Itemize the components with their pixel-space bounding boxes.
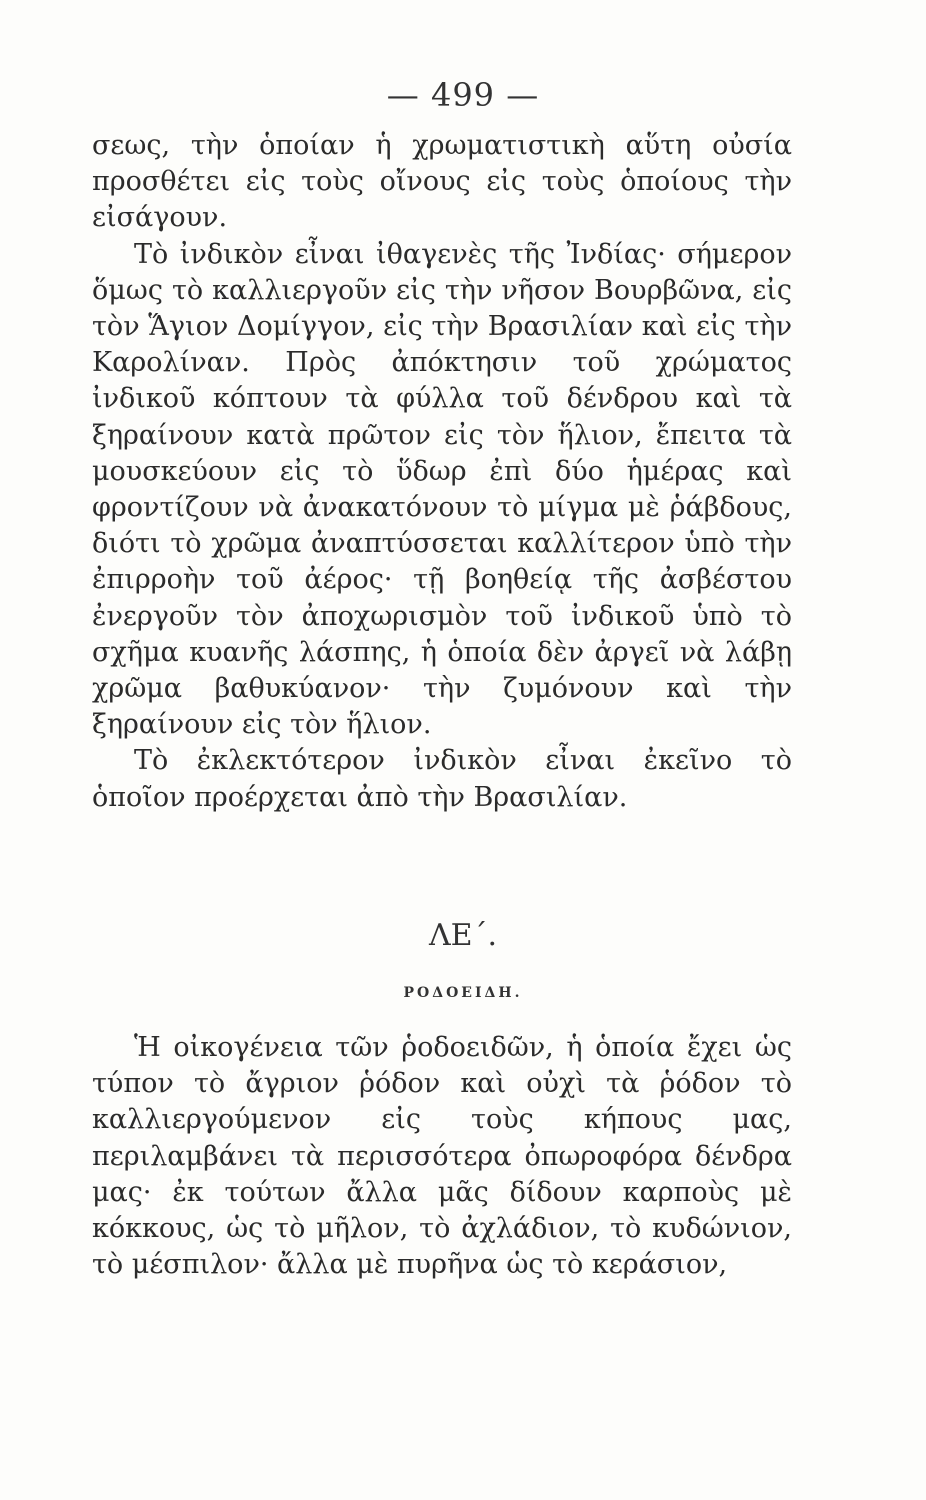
body-text-bottom xyxy=(92,1030,792,1283)
paragraph-rosaceae: Ἡ οἰκογένεια τῶν ῥοδοειδῶν, ἡ ὁποία ἔχει ὡς τύπον τὸ ἄγριον ῥόδον καὶ οὐχὶ τὰ ῥόδον τὸ καλλιεργούμενον εἰς τοὺς κήπους μας, περιλαμβάνει τὰ περισσότερα ὀπωροφόρα δένδρα μας· ἐκ τούτων ἄλλα μᾶς δίδουν καρποὺς μὲ κόκκους, ὡς τὸ μῆλον, τὸ ἀχλάδιον, τὸ κυδώνιον, τὸ μέσπιλον· ἄλλα μὲ πυρῆνα ὡς τὸ κεράσιον, xyxy=(92,1032,792,1281)
paragraph-continuation: σεως, τὴν ὁποίαν ἡ χρωματιστικὴ αὕτη οὐσία προσθέτει εἰς τοὺς οἴνους εἰς τοὺς ὁποίους τὴν εἰσάγουν. xyxy=(92,130,792,234)
paragraph-brazil: Τὸ ἐκλεκτότερον ἰνδικὸν εἶναι ἐκεῖνο τὸ ὁποῖον προέρχεται ἀπὸ τὴν Βρασιλίαν. xyxy=(92,745,792,813)
page-number: — 499 — xyxy=(386,76,540,114)
section-title: ΡΟΔΟΕΙΔΗ. xyxy=(403,985,523,1001)
body-text-top xyxy=(92,128,792,816)
paragraph-indigo: Τὸ ἰνδικὸν εἶναι ἰθαγενὲς τῆς Ἰνδίας· σήμερον ὅμως τὸ καλλιεργοῦν εἰς τὴν νῆσον Βουρβῶνα, εἰς τὸν Ἅγιον Δομίγγον, εἰς τὴν Βρασιλίαν καὶ εἰς τὴν Καρολίναν. Πρὸς ἀπόκτησιν τοῦ χρώματος ἰνδικοῦ κόπτουν τὰ φύλλα τοῦ δένδρου καὶ τὰ ξηραίνουν κατὰ πρῶτον εἰς τὸν ἥλιον, ἔπειτα τὰ μουσκεύουν εἰς τὸ ὕδωρ ἐπὶ δύο ἡμέρας καὶ φροντίζουν νὰ ἀνακατόνουν τὸ μίγμα μὲ ῥάβδους, διότι τὸ χρῶμα ἀναπτύσσεται καλλίτερον ὑπὸ τὴν ἐπιρροὴν τοῦ ἀέρος· τῇ βοηθείᾳ τῆς ἀσβέστου ἐνεργοῦν τὸν ἀποχωρισμὸν τοῦ ἰνδικοῦ ὑπὸ τὸ σχῆμα κυανῆς λάσπης, ἡ ὁποία δὲν ἀργεῖ νὰ λάβῃ χρῶμα βαθυκύανον· τὴν ζυμόνουν καὶ τὴν ξηραίνουν εἰς τὸν ἥλιον. xyxy=(92,238,792,741)
section-number: ΛΕ΄. xyxy=(428,918,498,953)
